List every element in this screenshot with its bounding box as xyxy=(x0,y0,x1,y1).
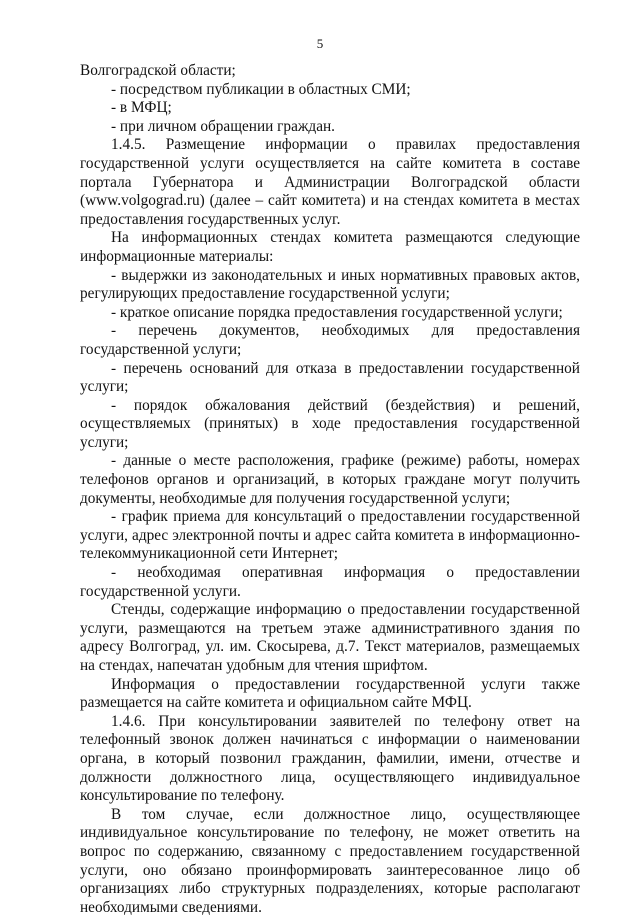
paragraph-website-info: Информация о предоставлении государственной услуги также размещается на сайте комитета и официальном сайте МФЦ. xyxy=(80,675,580,712)
paragraph-1-4-6: 1.4.6. При консультировании заявителей по телефону ответ на телефонный звонок должен начинаться с информации о наименовании органа, в который позвонил гражданин, фамилии, имени, отчестве и должности должностного лица, осуществляющего индивидуальное консультирование по телефону. xyxy=(80,712,580,805)
list-item-reception-schedule: - график приема для консультаций о предоставлении государственной услуги, адрес электронной почты и адрес сайта комитета в информационно-телекоммуникационной сети Интернет; xyxy=(80,508,580,563)
paragraph-region-continuation: Волгоградской области; xyxy=(80,62,236,79)
list-item-mfc: - в МФЦ; xyxy=(111,99,172,117)
list-item-appeal-procedure: - порядок обжалования действий (бездействия) и решений, осуществляемых (принятых) в ходе предоставления государственной услуги; xyxy=(80,396,580,451)
paragraph-stands-location: Стенды, содержащие информацию о предоставлении государственной услуги, размещаются на третьем этаже административного здания по адресу Волгоград, ул. им. Скосырева, д.7. Текст материалов, размещаемых на стендах, напечатан удобным для чтения шрифтом. xyxy=(80,601,580,674)
list-item-location-data: - данные о месте расположения, графике (режиме) работы, номерах телефонов органов и организаций, в которых граждане могут получить документы, необходимые для получения государственной услуги; xyxy=(80,452,580,507)
list-item-document-list: - перечень документов, необходимых для предоставления государственной услуги; xyxy=(80,322,580,358)
document-body xyxy=(80,62,580,917)
list-item-procedure-description: - краткое описание порядка предоставления государственной услуги; xyxy=(111,303,563,321)
list-item-personal-visit: - при личном обращении граждан. xyxy=(111,117,336,135)
paragraph-redirect: В том случае, если должностное лицо, осуществляющее индивидуальное консультирование по телефону, не может ответить на вопрос по содержанию, связанному с предоставлением государственной услуги, оно обязано проинформировать заинтересованное лицо об организациях либо структурных подразделениях, которые располагают необходимыми сведениями. xyxy=(80,805,580,916)
list-item-refusal-grounds: - перечень оснований для отказа в предоставлении государственной услуги; xyxy=(80,359,580,396)
list-item-operational-info: - необходимая оперативная информация о предоставлении государственной услуги. xyxy=(80,564,580,600)
list-item-legal-extracts: - выдержки из законодательных и иных нормативных правовых актов, регулирующих предоставление государственной услуги; xyxy=(80,266,580,303)
list-item-media: - посредством публикации в областных СМИ; xyxy=(111,80,411,98)
paragraph-stands-intro: На информационных стендах комитета размещаются следующие информационные материалы: xyxy=(80,229,580,265)
paragraph-1-4-5: 1.4.5. Размещение информации о правилах предоставления государственной услуги осуществляется на сайте комитета в составе портала Губернатора и Администрации Волгоградской области (www.volgograd.ru) (далее – сайт комитета) и на стендах комитета в местах предоставления государственных услуг. xyxy=(80,136,580,228)
page-number: 5 xyxy=(316,36,324,51)
